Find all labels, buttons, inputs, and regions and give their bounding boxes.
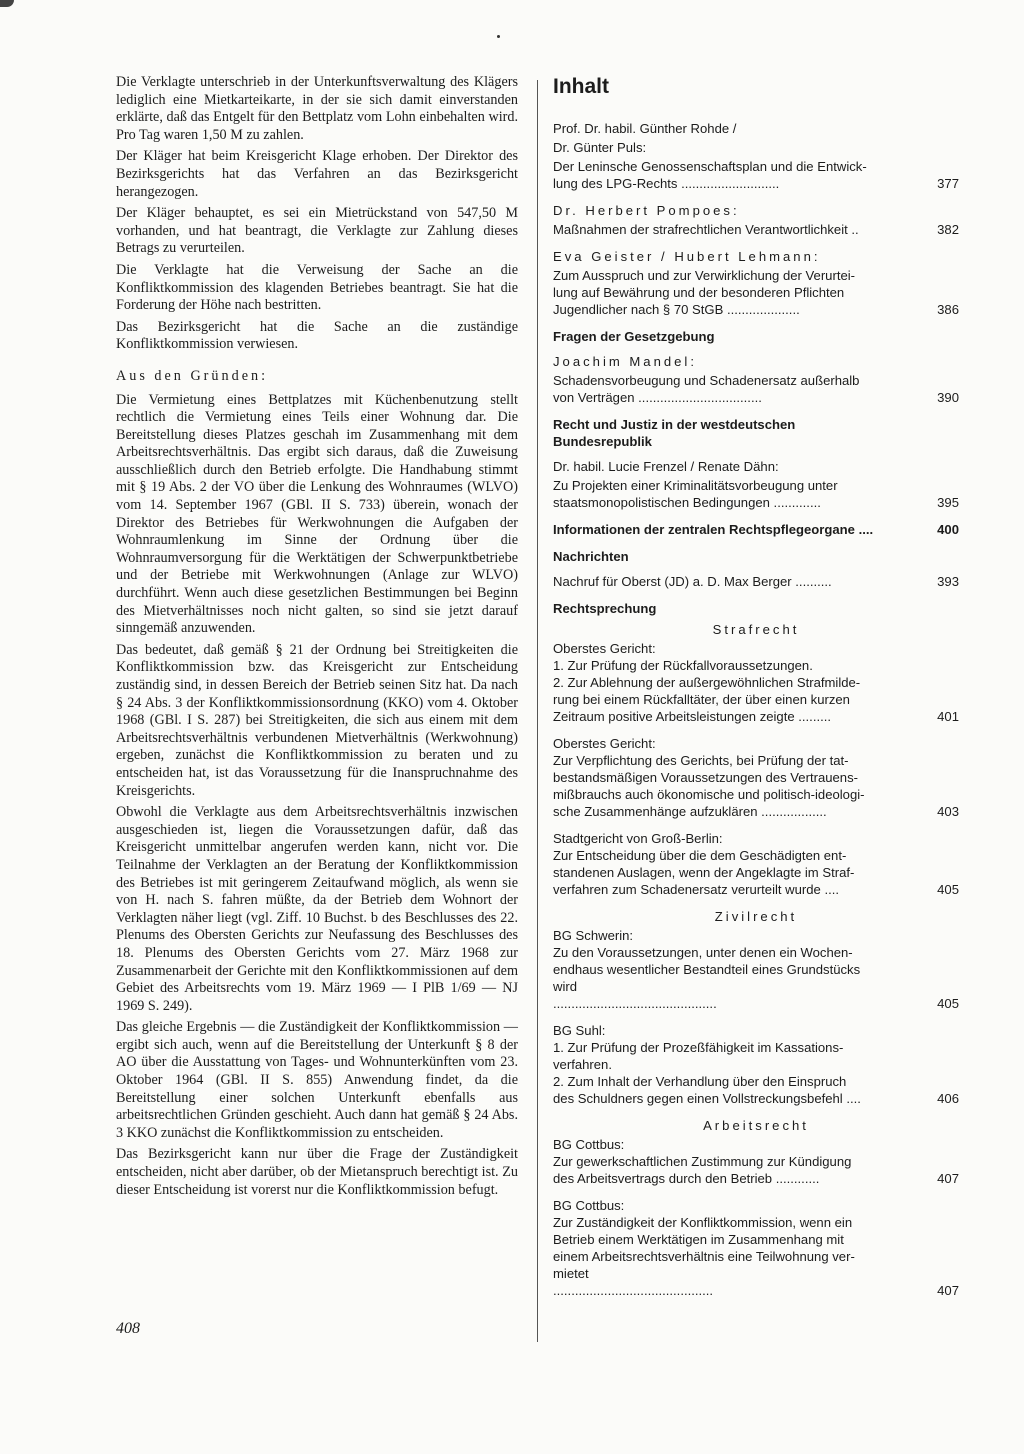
toc-text: des Arbeitsvertrags durch den Betrieb ............ [553, 1171, 820, 1186]
paragraph: Das Bezirksgericht kann nur über die Frage der Zuständigkeit entscheiden, nicht aber darüber, ob der Mietanspruch berechtigt ist. Zu dieser Entscheidung ist vorerst nur die Konfliktkommission befugt. [116, 1146, 518, 1198]
toc-text: Nachruf für Oberst (JD) a. D. Max Berger .......... [553, 574, 832, 589]
toc-text: lung auf Bewährung und der besonderen Pflichten [553, 285, 845, 300]
toc-text: 2. Zum Inhalt der Verhandlung über den Einspruch [553, 1074, 847, 1089]
paragraph: Die Verklagte hat die Verweisung der Sache an die Konfliktkommission des klagenden Betriebes beantragt. Sie hat die Forderung der Höhe nach bestritten. [116, 261, 518, 314]
toc-text: Informationen der zentralen Rechtspflegeorgane .... [553, 522, 874, 537]
toc-page: 377 [937, 176, 959, 191]
toc-text: staatsmonopolistischen Bedingungen ............. [553, 495, 821, 510]
paragraph: Die Verklagte unterschrieb in der Unterkunftsverwaltung des Klägers lediglich eine Mietkarteikarte, in der sie sich damit einverstanden erklärte, daß das Entgelt für den Bettplatz vom Lohn einbehalten wird. Pro Tag waren 1,50 M zu zahlen. [116, 74, 518, 143]
toc-page: 386 [937, 302, 959, 317]
toc-entry [553, 927, 959, 1012]
toc-text: rung bei einem Rückfalltäter, der über einen kurzen [553, 692, 850, 707]
toc-text: ............................................ [553, 1283, 714, 1298]
toc-text: Zeitraum positive Arbeitsleistungen zeigte ......... [553, 709, 832, 724]
toc-text: Zur Verpflichtung des Gerichts, bei Prüfung der tat- [553, 753, 849, 768]
toc-page: 401 [937, 709, 959, 724]
toc-page: 407 [937, 1283, 959, 1298]
toc-entry [553, 1022, 959, 1107]
toc-author: Dr. Günter Puls: [553, 140, 647, 155]
scan-dot [497, 35, 500, 38]
toc-text: Schadensvorbeugung und Schadenersatz außerhalb [553, 373, 860, 388]
toc-text: Zur Zuständigkeit der Konfliktkommission, wenn ein [553, 1215, 853, 1230]
toc-page: 407 [937, 1171, 959, 1186]
article-column [116, 74, 518, 1203]
toc-page: 395 [937, 495, 959, 510]
toc-entry [553, 573, 959, 590]
court-name: Stadtgericht von Groß-Berlin: [553, 831, 723, 846]
toc-page: 406 [937, 1091, 959, 1106]
toc-text: lung des LPG-Rechts ........................... [553, 176, 780, 191]
toc-entry [553, 735, 959, 820]
toc-author: Prof. Dr. habil. Günther Rohde / [553, 121, 737, 136]
toc-entry [553, 120, 959, 192]
toc-text: Zum Ausspruch und zur Verwirklichung der Verurtei- [553, 268, 856, 283]
law-area-heading: Zivilrecht [714, 909, 798, 924]
court-name: BG Schwerin: [553, 928, 634, 943]
toc-author: Joachim Mandel: [553, 354, 697, 369]
paragraph: Obwohl die Verklagte aus dem Arbeitsrechtsverhältnis inzwischen ausgeschieden ist, liegen die Voraussetzungen dafür, daß das Kreisgericht unmittelbar angerufen werden kann, nicht vor. Die Teilnahme der Verklagten an der Beratung der Konfliktkommission des Betriebes ist mit geringerem Zeitaufwand möglich, als wenn sie von H. nach S. fahren müßte, da der Betrieb dem Wohnort der Verklagten näher liegt (vgl. Ziff. 10 Buchst. b des Beschlusses des 22. Plenums des Obersten Gerichts zur Neufassung des Beschlusses des 18. Plenums des Obersten Gerichts vom 27. März 1968 zur Zusammenarbeit der Gerichte mit den Konfliktkommissionen auf dem Gebiet des Arbeitsrechts vom 19. März 1969 — I PlB 1/69 — NJ 1969 S. 249). [116, 804, 518, 1014]
toc-text: sche Zusammenhänge aufzuklären .................. [553, 804, 827, 819]
toc-section-heading: Bundesrepublik [553, 434, 652, 449]
toc-entry [553, 248, 959, 318]
toc-text: verfahren zum Schadenersatz verurteilt wurde .... [553, 882, 840, 897]
toc-text: Zur Entscheidung über die dem Geschädigten ent- [553, 848, 847, 863]
toc-text: standenen Auslagen, wenn der Angeklagte im Straf- [553, 865, 855, 880]
paragraph: Der Kläger hat beim Kreisgericht Klage erhoben. Der Direktor des Bezirksgerichts hat das Verfahren an das Bezirksgericht herangezogen. [116, 148, 518, 200]
toc-page: 403 [937, 804, 959, 819]
toc-entry [553, 640, 959, 725]
toc-section-heading: Nachrichten [553, 549, 629, 564]
toc-entry [553, 1136, 959, 1187]
toc-text: 1. Zur Prüfung der Rückfallvoraussetzungen. [553, 658, 813, 673]
toc-section-heading: Fragen der Gesetzgebung [553, 329, 715, 344]
court-name: BG Suhl: [553, 1023, 606, 1038]
toc-text: Betrieb einem Werktätigen im Zusammenhang mit [553, 1232, 844, 1247]
toc-author: Dr. habil. Lucie Frenzel / Renate Dähn: [553, 459, 779, 474]
law-area-heading: Strafrecht [712, 622, 800, 637]
toc-author: Eva Geister / Hubert Lehmann: [553, 249, 821, 264]
toc-text: mißbrauchs auch ökonomische und politisch-ideologi- [553, 787, 865, 802]
paragraph: Die Vermietung eines Bettplatzes mit Küchenbenutzung stellt rechtlich die Vermietung eines Teils einer Wohnung dar. Die Bereitstellung dieses Platzes geschah im Zusammenhang mit dem Arbeitsrechtsverhältnis. Das ergibt sich daraus, daß die Zuweisung ausschließlich durch den Betrieb erfolgte. Die Handhabung stimmt mit § 19 Abs. 2 der VO über die Lenkung des Wohnraumes (WLVO) vom 14. September 1967 (GBl. II S. 733) überein, wonach der Direktor des Betriebes für Werkwohnungen die Aufgaben der Wohnraumlenkung im Sinne der Ordnung über die Wohnraumversorgung für die Werktätigen der Schwerpunktbetriebe und der Betriebe mit Werkwohnungen (Anlage zur WLVO) durchführt. Wenn auch diese gesetzlichen Bestimmungen bei Beginn des Mietverhältnisses noch nicht galten, so sind sie jetzt darauf sinngemäß anzuwenden. [116, 391, 518, 637]
toc-text: des Schuldners gegen einen Vollstreckungsbefehl .... [553, 1091, 861, 1106]
law-area-heading: Arbeitsrecht [703, 1118, 809, 1133]
toc-title: Inhalt [553, 75, 609, 98]
paragraph: Das bedeutet, daß gemäß § 21 der Ordnung bei Streitigkeiten die Konfliktkommission bzw. das Kreisgericht zur Entscheidung zuständig sind, in dessen Bereich der Betrieb seinen Sitz hat. Da nach § 24 Abs. 3 der Konfliktkommissionsordnung (KKO) vom 4. Oktober 1968 (GBl. I S. 287) bei Streitigkeiten, die sich aus einem mit dem Arbeitsrechtsverhältnis verbundenen Mietverhältnis (Werkwohnung) ergeben, zunächst die Konfliktkommission zu beraten und zu entscheiden hat, ist das Voraussetzung für die Inanspruchnahme des Kreisgerichts. [116, 641, 518, 799]
toc-page: 393 [937, 574, 959, 589]
toc-text: Zur gewerkschaftlichen Zustimmung zur Kündigung [553, 1154, 852, 1169]
paragraph: Das gleiche Ergebnis — die Zuständigkeit der Konfliktkommission — ergibt sich auch, wenn auf die Bereitstellung der Unterkunft § 8 der AO über die Ausstattung von Tages- und Wohnunterkünften vom 23. Oktober 1964 (GBl. II S. 855) Anwendung findet, da die Bereitstellung einer solchen Unterkunft ebenfalls aus arbeitsrechtlichen Gründen geschieht. Auch dann hat gemäß § 24 Abs. 3 KKO zunächst die Konfliktkommission zu entscheiden. [116, 1019, 518, 1141]
column-divider [537, 80, 538, 1342]
table-of-contents [553, 74, 959, 1309]
toc-text: mietet [553, 1266, 589, 1281]
paragraph: Der Kläger behauptet, es sei ein Mietrückstand von 547,50 M vorhanden, und hat beantragt, die Verklagte zur Zahlung dieses Betrags zu verurteilen. [116, 205, 518, 257]
toc-text: einem Arbeitsrechtsverhältnis eine Teilwohnung ver- [553, 1249, 855, 1264]
toc-author: Dr. Herbert Pompoes: [553, 203, 740, 218]
toc-text: wird [553, 979, 578, 994]
section-heading: Aus den Gründen: [116, 367, 269, 384]
toc-page: 405 [937, 996, 959, 1011]
toc-entry [553, 353, 959, 406]
page-number: 408 [116, 1320, 140, 1337]
toc-text: Jugendlicher nach § 70 StGB .................... [553, 302, 800, 317]
scan-smear [0, 0, 14, 7]
paragraph: Das Bezirksgericht hat die Sache an die zuständige Konfliktkommission verwiesen. [116, 318, 518, 353]
toc-section-heading: Rechtsprechung [553, 601, 657, 616]
toc-entry [553, 1197, 959, 1299]
toc-entry [553, 830, 959, 898]
toc-entry [553, 521, 959, 538]
toc-page: 390 [937, 390, 959, 405]
toc-text: bestandsmäßigen Voraussetzungen des Vertrauens- [553, 770, 858, 785]
toc-page: 405 [937, 882, 959, 897]
toc-page: 382 [937, 222, 959, 237]
court-name: BG Cottbus: [553, 1137, 625, 1152]
court-name: Oberstes Gericht: [553, 736, 656, 751]
toc-text: von Verträgen .................................. [553, 390, 762, 405]
court-name: BG Cottbus: [553, 1198, 625, 1213]
toc-page: 400 [937, 522, 959, 537]
toc-entry [553, 202, 959, 238]
toc-text: 1. Zur Prüfung der Prozeßfähigkeit im Kassations- [553, 1040, 844, 1055]
toc-text: verfahren. [553, 1057, 612, 1072]
toc-text: 2. Zur Ablehnung der außergewöhnlichen Strafmilde- [553, 675, 861, 690]
toc-text: ............................................. [553, 996, 717, 1011]
court-name: Oberstes Gericht: [553, 641, 656, 656]
toc-text: Zu Projekten einer Kriminalitätsvorbeugung unter [553, 478, 838, 493]
toc-text: Maßnahmen der strafrechtlichen Verantwortlichkeit .. [553, 222, 859, 237]
toc-section-heading: Recht und Justiz in der westdeutschen [553, 417, 796, 432]
toc-text: Zu den Voraussetzungen, unter denen ein Wochen- [553, 945, 853, 960]
toc-text: Der Leninsche Genossenschaftsplan und die Entwick- [553, 159, 867, 174]
toc-text: endhaus wesentlicher Bestandteil eines Grundstücks [553, 962, 861, 977]
toc-entry [553, 458, 959, 511]
